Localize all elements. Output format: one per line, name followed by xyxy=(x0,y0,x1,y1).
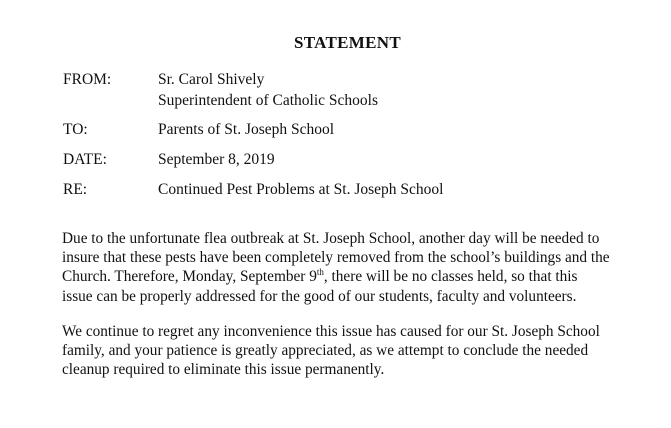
ordinal-suffix: th xyxy=(316,267,324,278)
body-paragraph-2 xyxy=(62,322,640,380)
paragraph-1-line-3-text-b: , there will be no classes held, so that this xyxy=(323,268,578,286)
document-title: STATEMENT xyxy=(294,33,401,52)
body-paragraph-1 xyxy=(62,229,640,306)
from-label: FROM: xyxy=(63,71,112,88)
to-label: TO: xyxy=(63,121,88,138)
paragraph-1-line-3 xyxy=(62,267,640,286)
paragraph-2-line-2: family, and your patience is greatly appreciated, as we attempt to conclude the needed xyxy=(62,342,589,360)
paragraph-1-line-1: Due to the unfortunate flea outbreak at St. Joseph School, another day will be needed to xyxy=(62,230,600,247)
paragraph-1-line-4: issue can be properly addressed for the good of our students, faculty and volunteers. xyxy=(62,287,577,305)
paragraph-1-line-2: insure that these pests have been completely removed from the school’s buildings and the xyxy=(62,249,610,267)
re-value: Continued Pest Problems at St. Joseph School xyxy=(158,181,444,198)
date-label: DATE: xyxy=(63,151,107,168)
paragraph-2-line-3: cleanup required to eliminate this issue permanently. xyxy=(62,361,385,379)
to-value: Parents of St. Joseph School xyxy=(158,121,335,138)
from-name: Sr. Carol Shively xyxy=(158,71,265,88)
paragraph-2-line-1: We continue to regret any inconvenience this issue has caused for our St. Joseph School xyxy=(62,323,600,340)
from-title: Superintendent of Catholic Schools xyxy=(158,92,378,109)
date-value: September 8, 2019 xyxy=(158,151,275,168)
paragraph-1-line-3-text-a: Church. Therefore, Monday, September 9 xyxy=(62,268,317,286)
re-label: RE: xyxy=(63,181,88,198)
